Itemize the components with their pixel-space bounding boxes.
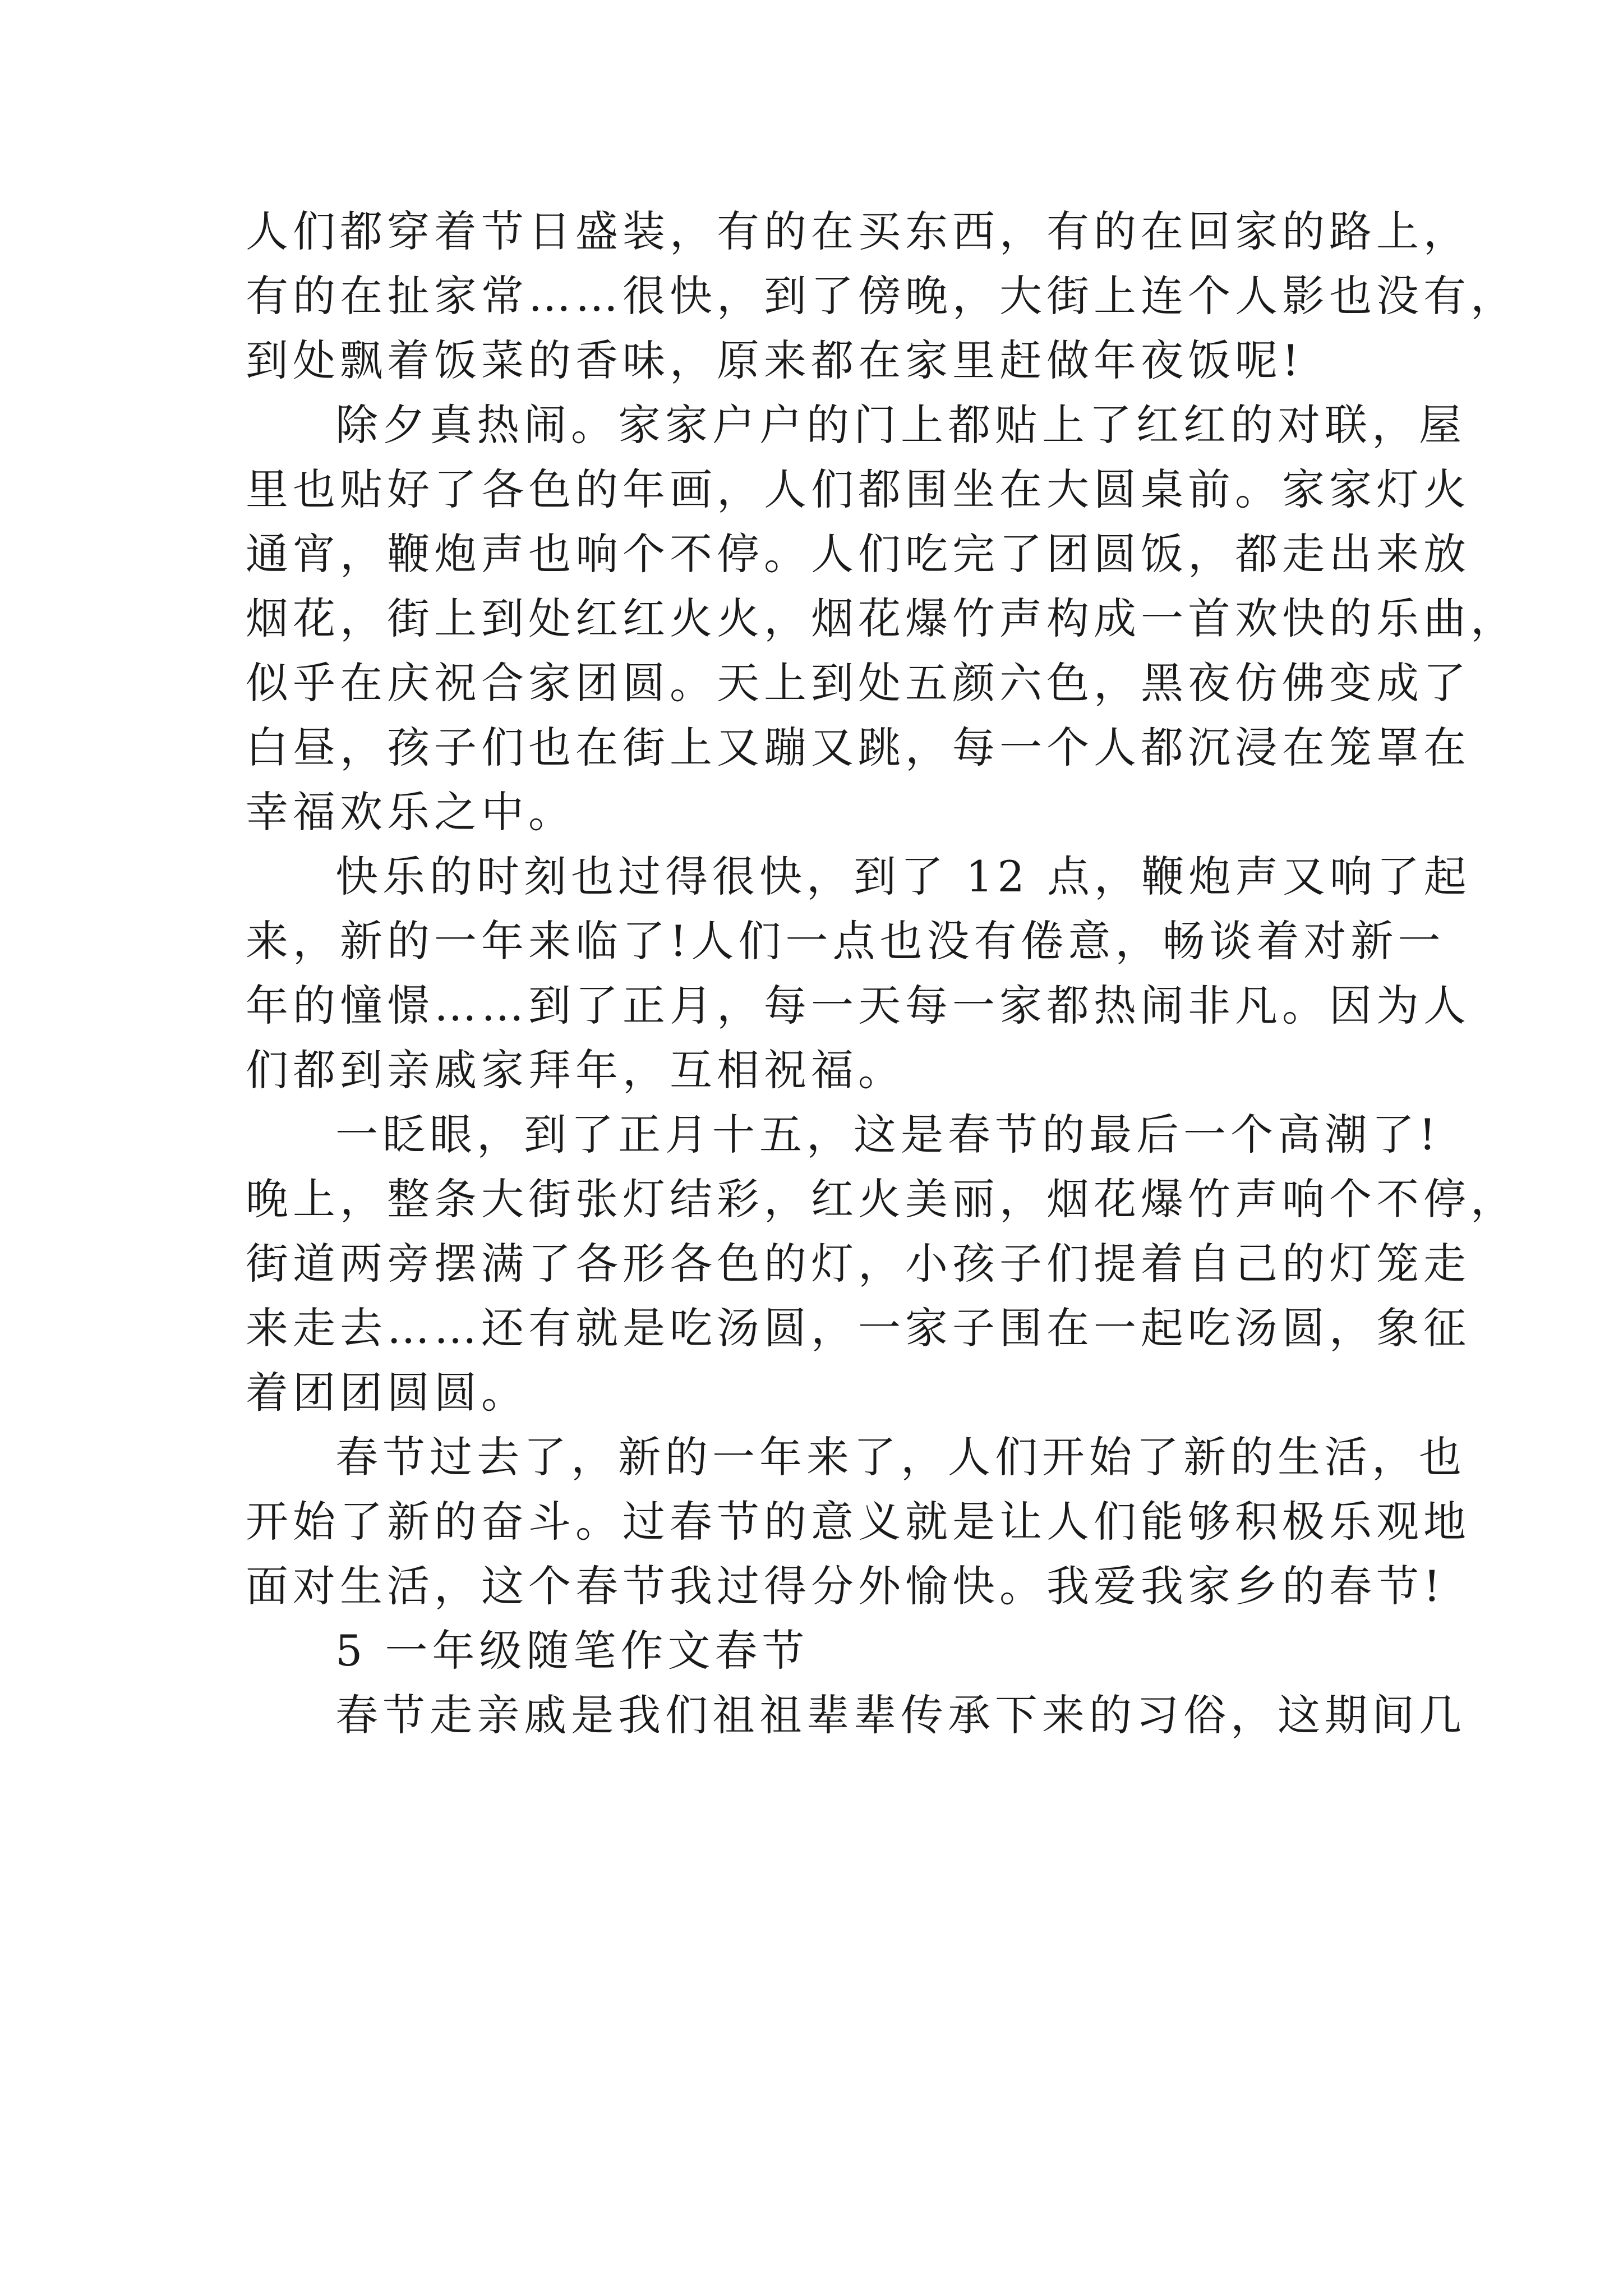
text-line: 似乎在庆祝合家团圆。天上到处五颜六色，黑夜仿佛变成了 bbox=[246, 658, 1470, 708]
paragraph-start-line: 快乐的时刻也过得很快，到了 12 点，鞭炮声又响了起 bbox=[335, 852, 1472, 901]
text-line: 有的在扯家常……很快，到了傍晚，大街上连个人影也没有， bbox=[246, 271, 1518, 321]
text-line: 街道两旁摆满了各形各色的灯，小孩子们提着自己的灯笼走 bbox=[246, 1239, 1470, 1289]
text-line: 幸福欢乐之中。 bbox=[246, 787, 575, 837]
paragraph-start-line: 春节过去了，新的一年来了，人们开始了新的生活，也 bbox=[335, 1432, 1466, 1482]
paragraph-start-line: 除夕真热闹。家家户户的门上都贴上了红红的对联，屋 bbox=[335, 400, 1466, 450]
text-line: 年的憧憬……到了正月，每一天每一家都热闹非凡。因为人 bbox=[246, 981, 1470, 1030]
text-line: 开始了新的奋斗。过春节的意义就是让人们能够积极乐观地 bbox=[246, 1497, 1470, 1547]
text-line: 白昼，孩子们也在街上又蹦又跳，每一个人都沉浸在笼罩在 bbox=[246, 723, 1470, 772]
text-line: 到处飘着饭菜的香味，原来都在家里赶做年夜饭呢! bbox=[246, 335, 1304, 385]
text-line: 烟花，街上到处红红火火，烟花爆竹声构成一首欢快的乐曲， bbox=[246, 593, 1518, 643]
text-line: 来走去……还有就是吃汤圆，一家子围在一起吃汤圆，象征 bbox=[246, 1303, 1470, 1353]
text-line: 里也贴好了各色的年画，人们都围坐在大圆桌前。家家灯火 bbox=[246, 464, 1470, 514]
text-line: 们都到亲戚家拜年，互相祝福。 bbox=[246, 1045, 905, 1095]
text-line: 面对生活，这个春节我过得分外愉快。我爱我家乡的春节! bbox=[246, 1561, 1445, 1611]
text-line: 通宵，鞭炮声也响个不停。人们吃完了团圆饭，都走出来放 bbox=[246, 529, 1470, 579]
text-line: 着团团圆圆。 bbox=[246, 1368, 528, 1418]
text-line: 来，新的一年来临了!人们一点也没有倦意，畅谈着对新一 bbox=[246, 916, 1445, 966]
document-body bbox=[246, 199, 1518, 1747]
paragraph-start-line: 一眨眼，到了正月十五，这是春节的最后一个高潮了! bbox=[335, 1110, 1441, 1159]
text-line: 人们都穿着节日盛装，有的在买东西，有的在回家的路上， bbox=[246, 206, 1470, 256]
section-heading: 5 一年级随笔作文春节 bbox=[335, 1626, 809, 1676]
text-line: 晚上，整条大街张灯结彩，红火美丽，烟花爆竹声响个不停， bbox=[246, 1174, 1518, 1224]
paragraph-start-line: 春节走亲戚是我们祖祖辈辈传承下来的习俗，这期间几 bbox=[335, 1690, 1466, 1740]
